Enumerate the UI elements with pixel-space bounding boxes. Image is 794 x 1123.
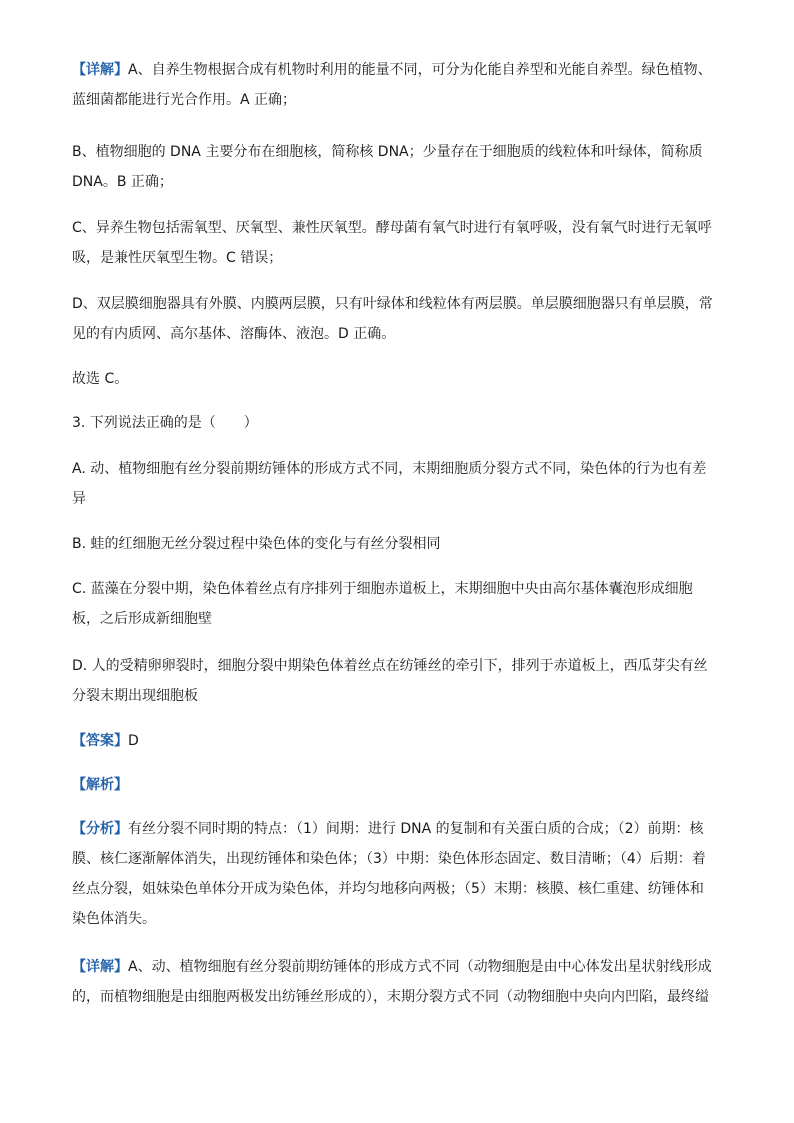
text-line: A、动、植物细胞有丝分裂前期纺锤体的形成方式不同（动物细胞是由中心体发出星状射线形成 [128, 959, 712, 975]
text-line: 膜、核仁逐渐解体消失，出现纺锤体和染色体；（3）中期：染色体形态固定、数目清晰；（4）后期：着 [72, 851, 706, 867]
text-line: 异 [72, 491, 86, 507]
label-detail: 【详解】 [72, 959, 128, 975]
text-line: 吸，是兼性厌氧型生物。C 错误； [72, 250, 283, 266]
text-line: A. 动、植物细胞有丝分裂前期纺锤体的形成方式不同，末期细胞质分裂方式不同，染色体的行为也有差 [72, 461, 707, 477]
question-3-option-c [72, 574, 720, 634]
text-line: DNA。B 正确； [72, 174, 173, 190]
text-line: D. 人的受精卵卵裂时，细胞分裂中期染色体着丝点在纺锤丝的牵引下，排列于赤道板上，西瓜芽尖有丝 [72, 658, 708, 674]
text-line: 3. 下列说法正确的是（ ） [72, 415, 258, 431]
text-line: 分裂末期出现细胞板 [72, 688, 198, 704]
analysis-heading [72, 770, 720, 800]
question-3-option-b [72, 529, 720, 559]
text-line: D、双层膜细胞器具有外膜、内膜两层膜，只有叶绿体和线粒体有两层膜。单层膜细胞器只有单层膜，常 [72, 296, 713, 312]
text-line: 见的有内质网、高尔基体、溶酶体、液泡。D 正确。 [72, 326, 396, 342]
label-analysis-sub: 【分析】 [72, 821, 128, 837]
text-line: 丝点分裂，姐妹染色单体分开成为染色体，并均匀地移向两极；（5）末期：核膜、核仁重建、纺锤体和 [72, 881, 704, 897]
paragraph-option-d [72, 289, 720, 349]
question-3-stem [72, 408, 720, 438]
paragraph-option-c [72, 213, 720, 273]
text-line: 蓝细菌都能进行光合作用。A 正确； [72, 92, 297, 108]
label-analysis: 【解析】 [72, 777, 128, 793]
label-detail: 【详解】 [72, 62, 128, 78]
paragraph-conclusion [72, 364, 720, 394]
paragraph-detail-1 [72, 55, 720, 115]
text-line: 的，而植物细胞是由细胞两极发出纺锤丝形成的），末期分裂方式不同（动物细胞中央向内凹陷，最终缢 [72, 989, 709, 1005]
text-line: B. 蛙的红细胞无丝分裂过程中染色体的变化与有丝分裂相同 [72, 536, 441, 552]
question-3-option-a [72, 454, 720, 514]
text-line: 故选 C。 [72, 371, 129, 387]
paragraph-detail-2 [72, 952, 720, 1012]
text-line: A、自养生物根据合成有机物时利用的能量不同，可分为化能自养型和光能自养型。绿色植物、 [128, 62, 712, 78]
text-line: 板，之后形成新细胞壁 [72, 611, 212, 627]
paragraph-option-b [72, 137, 720, 197]
text-line: C、异养生物包括需氧型、厌氧型、兼性厌氧型。酵母菌有氧气时进行有氧呼吸，没有氧气时进行无氧呼 [72, 220, 712, 236]
text-line: B、植物细胞的 DNA 主要分布在细胞核，简称核 DNA；少量存在于细胞质的线粒体和叶绿体，简称质 [72, 144, 703, 160]
question-3-option-d [72, 651, 720, 711]
text-line: 有丝分裂不同时期的特点：（1）间期：进行 DNA 的复制和有关蛋白质的合成；（2）前期：核 [128, 821, 704, 837]
text-line: 染色体消失。 [72, 911, 156, 927]
answer-value: D [128, 733, 139, 749]
text-line: C. 蓝藻在分裂中期，染色体着丝点有序排列于细胞赤道板上，末期细胞中央由高尔基体囊泡形成细胞 [72, 581, 693, 597]
answer-line [72, 726, 720, 756]
label-answer: 【答案】 [72, 733, 128, 749]
paragraph-analysis [72, 814, 720, 934]
